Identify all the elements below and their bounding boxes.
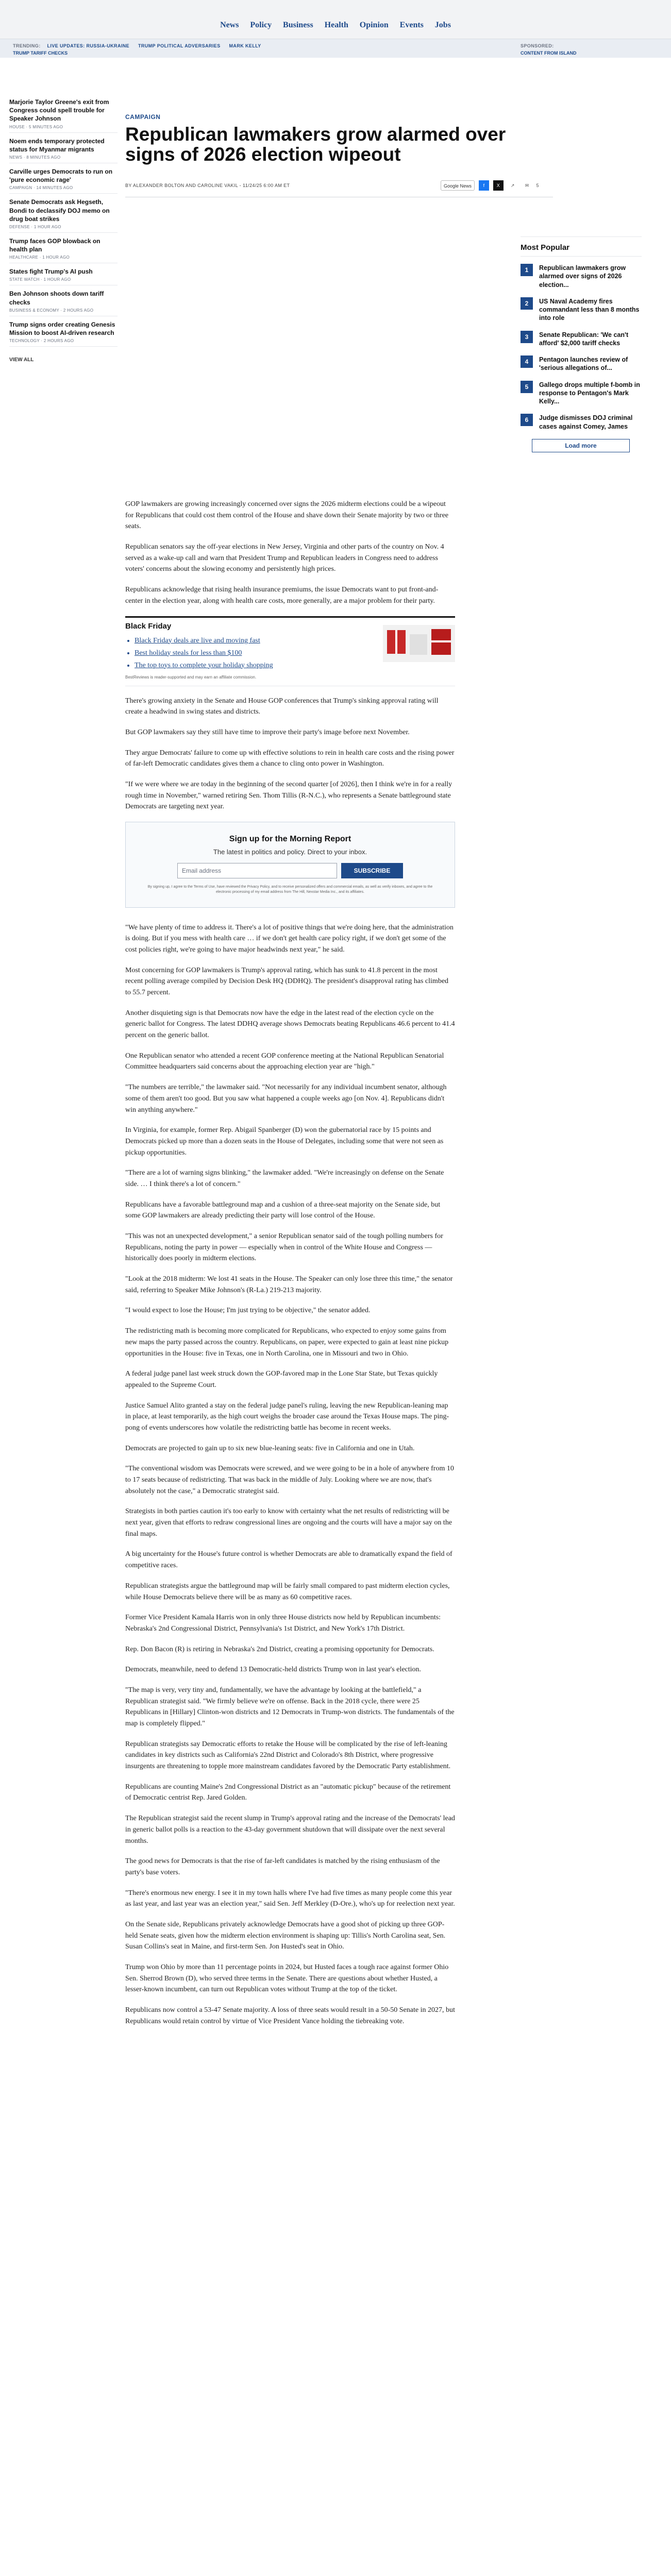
rank-badge: 5	[521, 381, 533, 393]
list-item[interactable]: States fight Trump's AI push STATE WATCH · 1 HOUR AGO	[9, 267, 118, 285]
paragraph: "This was not an unexpected development," a senior Republican senator said of the tough polling numbers for Republicans, noting the party in power — especially when in control of the White House and Congress — historically does poorly in midterm elections.	[125, 1232, 443, 1263]
paragraph: Rep. Don Bacon (R) is retiring in Nebraska's 2nd District, creating a promising opportunity for Democrats.	[125, 1645, 434, 1653]
email-field[interactable]: Email address	[177, 863, 337, 878]
subscribe-button[interactable]: SUBSCRIBE	[341, 863, 403, 878]
share-icon[interactable]: ↗	[510, 183, 515, 188]
trending-bar	[0, 39, 671, 58]
nav-policy[interactable]: Policy	[250, 21, 272, 29]
trending-label: TRENDING:	[13, 43, 41, 48]
paragraph: "We have plenty of time to address it. There's a lot of positive things that we're doing here, that the administration is doing. But if you mess with health care … if we don't get health care policy right, if we don't get some of the cost policies right, we're going to have major headwinds next year," he said.	[125, 923, 454, 954]
load-more-button[interactable]: Load more	[532, 439, 630, 452]
paragraph: Justice Samuel Alito granted a stay on the federal judge panel's ruling, leaving the new Republican-leaning map in place, at least temporarily, as the high court weighs the broader case around the Texas House maps. The ping-pong of events underscores how volatile the redistricting battle has become in recent weeks.	[125, 1401, 449, 1432]
paragraph: "The map is very, very tiny and, fundamentally, we have the advantage by looking at the battlefield," a Republican strategist said. "We firmly believe we're on offense. Back in the 2018 cycle, there were 25 Republicans in [Hillary] Clinton-won districts and 12 Democrats in Trump-won districts. The fundamentals of the map is completely flipped."	[125, 1686, 455, 1728]
paragraph: One Republican senator who attended a recent GOP conference meeting at the National Republican Senatorial Committee headquarters said concerns about the approaching election year are "high."	[125, 1052, 444, 1071]
paragraph: Republicans acknowledge that rising health insurance premiums, the issue Democrats want to put front-and-center in the election year, along with health care costs, more generally, are a major problem for their party.	[125, 586, 439, 605]
right-rail	[521, 209, 642, 452]
paragraph: Republicans now control a 53-47 Senate majority. A loss of three seats would result in a 50-50 Senate in 2027, but Republicans would retain control by virtue of Vice President Vance holding the tiebreaking vote.	[125, 2006, 455, 2025]
trending-item-1[interactable]: LIVE UPDATES: RUSSIA-UKRAINE	[47, 43, 130, 48]
gift-images	[383, 625, 455, 662]
paragraph: The redistricting math is becoming more complicated for Republicans, who expected to enjoy some gains from new maps the party passed across the country. Republicans, on paper, were expected to gain at least nine pickup opportunities in the House: five in Texas, one in North Carolina, one in Missouri and two in Ohio.	[125, 1327, 449, 1358]
paragraph: Democrats, meanwhile, need to defend 13 Democratic-held districts Trump won in last year's election.	[125, 1666, 422, 1674]
paragraph: "If we were where we are today in the beginning of the second quarter [of 2026], then I think we're in for a really rough time in November," warned retiring Sen. Thom Tillis (R-N.C.), who represents a Senate battleground state Democrats are targeting next year.	[125, 780, 452, 811]
most-popular-item[interactable]: 4 Pentagon launches review of 'serious allegations of...	[521, 355, 642, 372]
paragraph: GOP lawmakers are growing increasingly concerned over signs the 2026 midterm elections could be a wipeout for Republicans that could cost them control of the House and shave down their Senate majority by two or three seats.	[125, 500, 449, 531]
paragraph: Most concerning for GOP lawmakers is Trump's approval rating, which has sunk to 41.8 percent in the most recent polling average compiled by Decision Desk HQ (DDHQ). The president's disapproval rating has climbed to 55.7 percent.	[125, 966, 449, 997]
list-item[interactable]: Carville urges Democrats to run on 'pure economic rage' CAMPAIGN · 14 MINUTES AGO	[9, 167, 118, 194]
paragraph: In Virginia, for example, former Rep. Abigail Spanberger (D) won the gubernatorial race by 15 points and Democrats picked up more than a dozen seats in the House of Delegates, including some that were not seen as pickup opportunities.	[125, 1126, 444, 1157]
rank-badge: 1	[521, 264, 533, 276]
nav-opinion[interactable]: Opinion	[359, 21, 389, 29]
left-rail-latest	[9, 98, 118, 363]
paragraph: Another disquieting sign is that Democrats now have the edge in the latest read of the election cycle on the generic ballot for Congress. The latest DDHQ average shows Democrats beating Republicans 46.6 percent to 41.4 percent on the generic ballot.	[125, 1009, 455, 1040]
list-item[interactable]: Senate Democrats ask Hegseth, Bondi to declassify DOJ memo on drug boat strikes DEFENSE · 1 HOUR AGO	[9, 198, 118, 233]
paragraph: The good news for Democrats is that the rise of far-left candidates is matched by the rising enthusiasm of the party's base voters.	[125, 1857, 440, 1876]
article-body	[125, 499, 455, 2036]
trending-item-2[interactable]: TRUMP POLITICAL ADVERSARIES	[138, 43, 221, 48]
page-title: Republican lawmakers grow alarmed over signs of 2026 election wipeout	[125, 124, 506, 165]
newsletter-subtitle: The latest in politics and policy. Direct to your inbox.	[213, 848, 367, 856]
list-item[interactable]: Noem ends temporary protected status for Myanmar migrants NEWS · 8 MINUTES AGO	[9, 137, 118, 163]
paragraph: "There are a lot of warning signs blinking," the lawmaker added. "We're increasingly on defense on the Senate side. … I think there's a lot of concern."	[125, 1169, 444, 1188]
view-all-link[interactable]: VIEW ALL	[9, 357, 34, 363]
newsletter-signup	[125, 822, 455, 908]
comment-icon[interactable]: ✉	[525, 183, 529, 188]
paragraph: "Look at the 2018 midterm: We lost 41 seats in the House. The Speaker can only lose three this time," the senator said, referring to Speaker Mike Johnson's (R-La.) 219-213 majority.	[125, 1275, 453, 1294]
x-icon[interactable]: X	[493, 180, 504, 191]
nav-jobs[interactable]: Jobs	[434, 21, 451, 29]
paragraph: Republicans are counting Maine's 2nd Congressional District as an "automatic pickup" because of the retirement of Democratic centrist Rep. Jared Golden.	[125, 1783, 451, 1802]
most-popular-title: Most Popular	[521, 243, 642, 257]
list-item[interactable]: Trump faces GOP blowback on health plan HEALTHCARE · 1 HOUR AGO	[9, 237, 118, 263]
article-kicker[interactable]: CAMPAIGN	[125, 113, 161, 121]
paragraph: "I would expect to lose the House; I'm just trying to be objective," the senator added.	[125, 1307, 371, 1315]
paragraph: Democrats are projected to gain up to six new blue-leaning seats: five in California and one in Utah.	[125, 1444, 415, 1452]
sponsored-label: SPONSORED:	[521, 43, 554, 48]
paragraph: On the Senate side, Republicans privately acknowledge Democrats have a good shot of picking up three GOP-held Senate seats, given how the midterm election environment is shaping up: Tillis's North Carolina seat, Sen. Susan Collins's seat in Maine, and first-term Sen. Jon Husted's seat in Ohio.	[125, 1920, 446, 1951]
nav-events[interactable]: Events	[399, 21, 424, 29]
paragraph: A big uncertainty for the House's future control is whether Democrats are able to dramatically expand the field of competitive races.	[125, 1550, 452, 1570]
facebook-icon[interactable]: f	[479, 180, 489, 191]
rank-badge: 4	[521, 355, 533, 368]
trending-item-3[interactable]: MARK KELLY	[229, 43, 261, 48]
black-friday-title: Black Friday	[125, 621, 172, 631]
paragraph: A federal judge panel last week struck down the GOP-favored map in the Lone Star State, but Texas quickly appealed to the Supreme Court.	[125, 1370, 438, 1389]
paragraph: "There's enormous new energy. I see it in my town halls where I've had five times as many people come this year as last year, and last year was an election year," said Sen. Jeff Merkley (D-Ore.), who's up for reelection next year.	[125, 1889, 455, 1908]
nav-health[interactable]: Health	[324, 21, 348, 29]
main-nav	[0, 21, 671, 30]
most-popular-item[interactable]: 5 Gallego drops multiple f-bomb in response to Pentagon's Mark Kelly...	[521, 381, 642, 406]
trending-item-4[interactable]: TRUMP TARIFF CHECKS	[13, 50, 68, 56]
deal-link[interactable]: • Best holiday steals for less than $100	[135, 649, 455, 657]
black-friday-box	[125, 616, 455, 686]
deal-link[interactable]: • Black Friday deals are live and moving fast	[135, 637, 455, 645]
article-body-continued	[125, 922, 455, 2027]
paragraph: The Republican strategist said the recent slump in Trump's approval rating and the increase of the Democrats' lead in generic ballot polls is a reaction to the 43-day government shutdown that will dissipate over the next several months.	[125, 1815, 455, 1845]
paragraph: Republican strategists say Democratic efforts to retake the House will be complicated by the rise of left-leaning candidates in key districts such as California's 22nd District and Colorado's 8th District, where progressive insurgents are threatening to topple more mainstream candidates favored by the Democratic Party establishment.	[125, 1740, 451, 1771]
rank-badge: 2	[521, 297, 533, 310]
rank-badge: 6	[521, 414, 533, 426]
list-item[interactable]: Ben Johnson shoots down tariff checks BUSINESS & ECONOMY · 2 HOURS AGO	[9, 290, 118, 316]
paragraph: Republicans have a favorable battleground map and a cushion of a three-seat majority on the Senate side, but some GOP lawmakers are already predicting their party will lose control of the House.	[125, 1200, 441, 1220]
most-popular-item[interactable]: 2 US Naval Academy fires commandant less than 8 months into role	[521, 297, 642, 323]
paragraph: There's growing anxiety in the Senate and House GOP conferences that Trump's sinking approval rating will create a headwind in swing states and districts.	[125, 697, 439, 716]
sponsored-item[interactable]: CONTENT FROM ISLAND	[521, 50, 577, 56]
paragraph: Republican strategists argue the battleground map will be fairly small compared to past midterm election cycles, while House Democrats believe there will be as many as 60 competitive races.	[125, 1582, 450, 1601]
paragraph: But GOP lawmakers say they still have time to improve their party's image before next November.	[125, 728, 410, 736]
rank-badge: 3	[521, 331, 533, 343]
deal-link[interactable]: • The top toys to complete your holiday shopping	[135, 662, 455, 670]
nav-business[interactable]: Business	[283, 21, 313, 29]
paragraph: Republican senators say the off-year elections in New Jersey, Virginia and other parts of the country on Nov. 4 served as a wake-up call and warn that President Trump and Republican leaders in Congress need to address voters' concerns about the slowing economy and persistently high prices.	[125, 543, 444, 573]
most-popular-item[interactable]: 3 Senate Republican: 'We can't afford' $2,000 tariff checks	[521, 331, 642, 348]
paragraph: "The conventional wisdom was Democrats were screwed, and we were going to be in a hole of anywhere from 10 to 17 seats because of redistricting. That was back in the middle of July. Looking where we are now, that's absolutely not the case," a Democratic strategist said.	[125, 1465, 454, 1495]
google-news-button[interactable]: Google News	[441, 180, 475, 191]
paragraph: They argue Democrats' failure to come up with effective solutions to rein in health care costs and the rising power of far-left Democratic candidates gives them a chance to cling onto power in Washington.	[125, 749, 455, 768]
share-bar	[439, 180, 539, 193]
most-popular-item[interactable]: 1 Republican lawmakers grow alarmed over signs of 2026 election...	[521, 264, 642, 289]
newsletter-title: Sign up for the Morning Report	[229, 835, 351, 843]
most-popular-item[interactable]: 6 Judge dismisses DOJ criminal cases against Comey, James	[521, 414, 642, 431]
comment-count: 5	[536, 183, 539, 188]
paragraph: Strategists in both parties caution it's too early to know with certainty what the net results of redistricting will be next year, given that efforts to redraw congressional lines are ongoing and the courts will have a major say on the final maps.	[125, 1507, 452, 1538]
paragraph: Trump won Ohio by more than 11 percentage points in 2024, but Husted faces a tough race against former Ohio Sen. Sherrod Brown (D), who served three terms in the Senate. There are questions about whether Husted, a lesser-known incumbent, can turn out Republican votes without Trump at the top of the ticket.	[125, 1963, 449, 1994]
byline: BY ALEXANDER BOLTON AND CAROLINE VAKIL - 11/24/25 6:00 AM ET	[125, 183, 290, 188]
newsletter-fineprint: By signing up, I agree to the Terms of Use, have reviewed the Privacy Policy, and to receive personalized offers and commercial emails, as well as verify inboxes, and agree to the electronic processing of my email address from The Hill, Nexstar Media Inc., and its affiliates.	[147, 885, 433, 894]
list-item[interactable]: Trump signs order creating Genesis Mission to boost AI-driven research TECHNOLOGY · 2 HOURS AGO	[9, 320, 118, 347]
affiliate-note: BestReviews is reader-supported and may earn an affiliate commission.	[125, 675, 455, 686]
paragraph: "The numbers are terrible," the lawmaker said. "Not necessarily for any individual incumbent senator, although some of them aren't too good. But you saw what happened a couple weeks ago [on Nov. 4]. Republicans didn't win anything anywhere."	[125, 1083, 447, 1114]
site-header	[0, 0, 671, 58]
ad-slot	[521, 209, 642, 237]
nav-news[interactable]: News	[220, 21, 239, 29]
paragraph: Former Vice President Kamala Harris won in only three House districts now held by Republican incumbents: Nebraska's 2nd Congressional District, Pennsylvania's 1st District, and New York's 17th District.	[125, 1614, 441, 1633]
list-item[interactable]: Marjorie Taylor Greene's exit from Congress could spell trouble for Speaker Johnson HOUSE · 5 MINUTES AGO	[9, 98, 118, 133]
